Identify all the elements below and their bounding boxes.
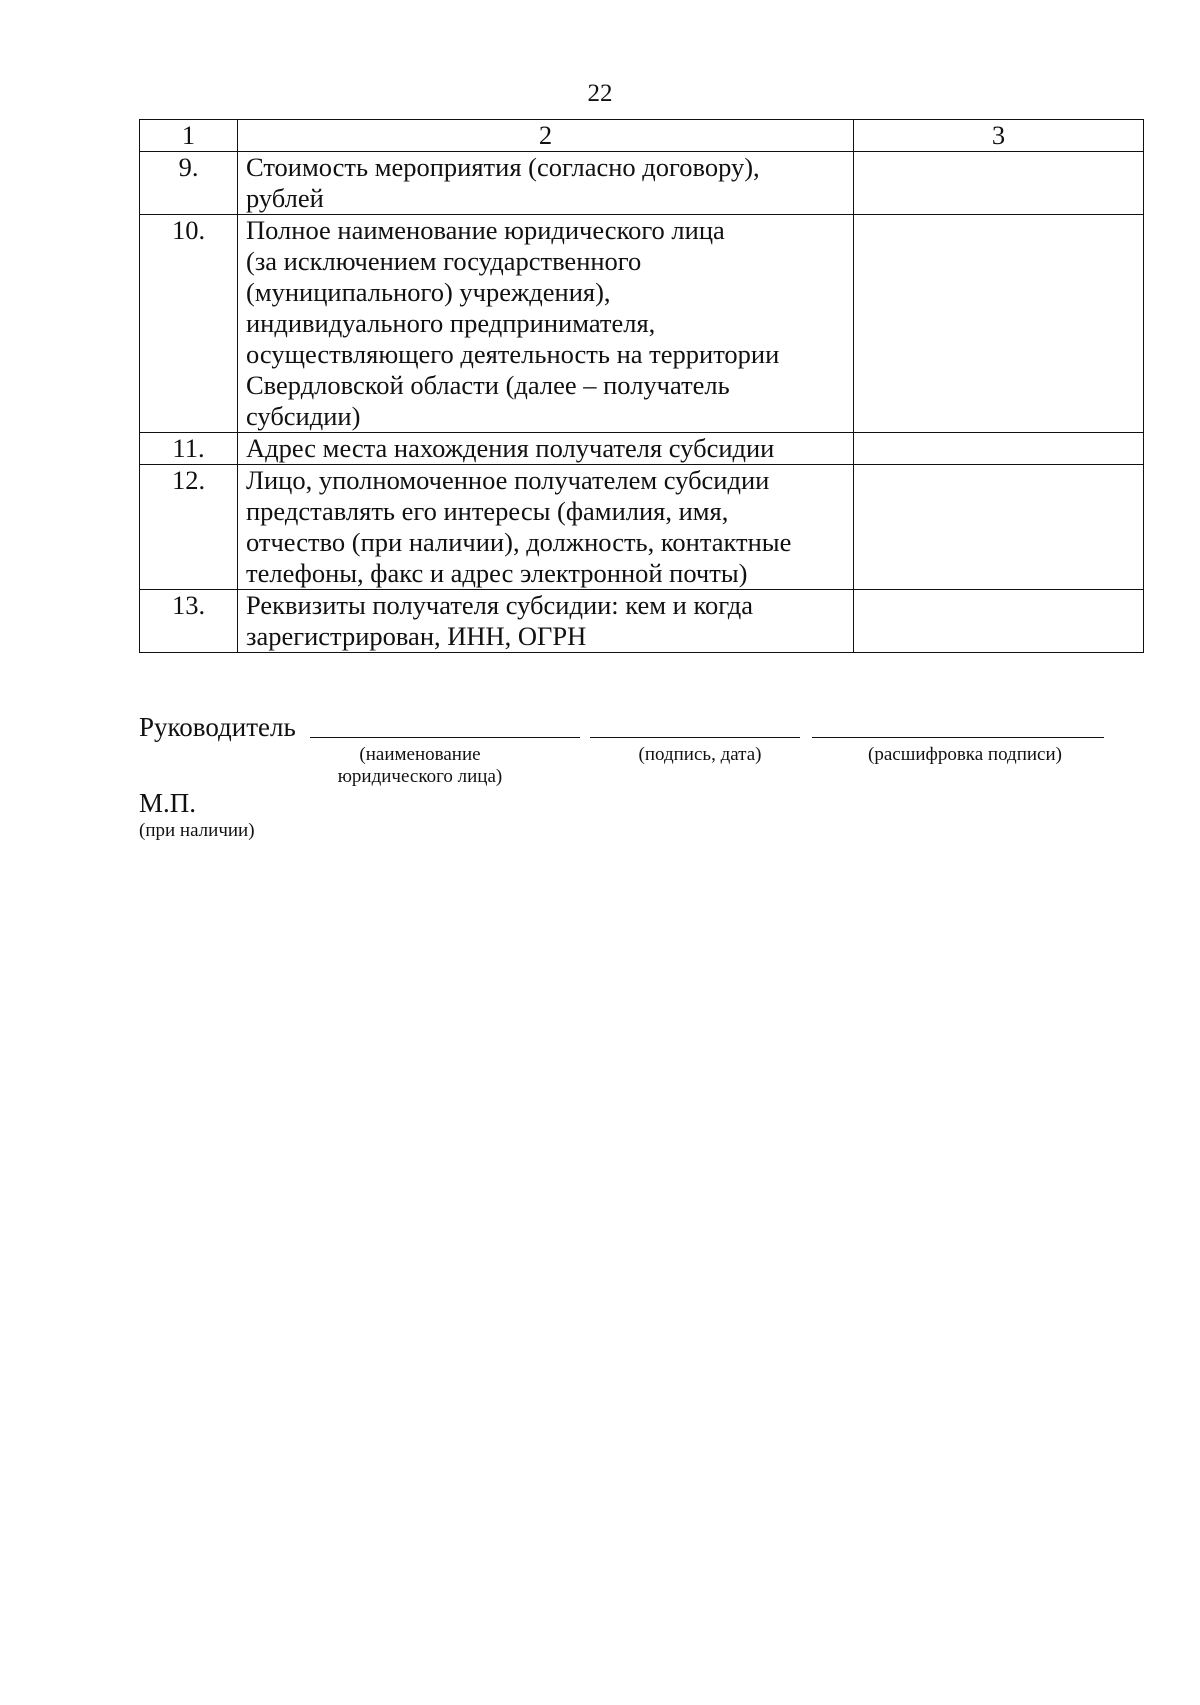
row-value-cell[interactable] xyxy=(854,465,1144,590)
row-description xyxy=(238,465,854,590)
row-description xyxy=(238,433,854,465)
signature-label: Руководитель xyxy=(139,712,296,742)
row-number: 12. xyxy=(140,465,238,590)
row-value-cell[interactable] xyxy=(854,152,1144,215)
description-line: зарегистрирован, ИНН, ОГРН xyxy=(246,621,587,651)
row-number: 13. xyxy=(140,590,238,653)
description-line: рублей xyxy=(246,183,324,213)
row-value-cell[interactable] xyxy=(854,215,1144,433)
description-line: телефоны, факс и адрес электронной почты) xyxy=(246,558,748,588)
description-line: представлять его интересы (фамилия, имя, xyxy=(246,496,729,526)
row-description xyxy=(238,215,854,433)
caption-line: (наименование xyxy=(359,744,481,765)
signature-decode-line[interactable] xyxy=(812,737,1104,738)
description-line: субсидии) xyxy=(246,401,361,431)
row-description xyxy=(238,590,854,653)
table-row xyxy=(140,433,1144,465)
table-row xyxy=(140,152,1144,215)
header-cell-3: 3 xyxy=(854,120,1144,152)
signature-decode-caption: (расшифровка подписи) xyxy=(868,744,1062,765)
page-number: 22 xyxy=(587,80,613,107)
table-row xyxy=(140,215,1144,433)
row-value-cell[interactable] xyxy=(854,590,1144,653)
stamp-note: (при наличии) xyxy=(139,820,255,841)
table-row xyxy=(140,590,1144,653)
row-value-cell[interactable] xyxy=(854,433,1144,465)
table-header-row xyxy=(140,120,1144,152)
organization-name-caption xyxy=(300,744,540,788)
description-line: Стоимость мероприятия (согласно договору), xyxy=(246,152,760,182)
row-number: 11. xyxy=(140,433,238,465)
stamp-label: М.П. xyxy=(139,788,197,818)
header-cell-1: 1 xyxy=(140,120,238,152)
signature-date-caption: (подпись, дата) xyxy=(638,744,762,765)
description-line: Свердловской области (далее – получатель xyxy=(246,370,730,400)
description-line: Реквизиты получателя субсидии: кем и когда xyxy=(246,590,754,620)
row-number: 9. xyxy=(140,152,238,215)
row-number: 10. xyxy=(140,215,238,433)
description-line: Адрес места нахождения получателя субсидии xyxy=(246,433,775,463)
row-description xyxy=(238,152,854,215)
description-line: индивидуального предпринимателя, xyxy=(246,308,656,338)
header-cell-2: 2 xyxy=(238,120,854,152)
application-form-table xyxy=(139,119,1144,653)
table-row xyxy=(140,465,1144,590)
organization-name-line[interactable] xyxy=(310,737,580,738)
description-line: отчество (при наличии), должность, контактные xyxy=(246,527,792,557)
description-line: Полное наименование юридического лица xyxy=(246,215,725,245)
caption-line: юридического лица) xyxy=(337,766,503,787)
description-line: (за исключением государственного xyxy=(246,246,642,276)
signature-date-line[interactable] xyxy=(590,737,800,738)
description-line: осуществляющего деятельность на территории xyxy=(246,339,780,369)
description-line: (муниципального) учреждения), xyxy=(246,277,611,307)
description-line: Лицо, уполномоченное получателем субсидии xyxy=(246,465,770,495)
